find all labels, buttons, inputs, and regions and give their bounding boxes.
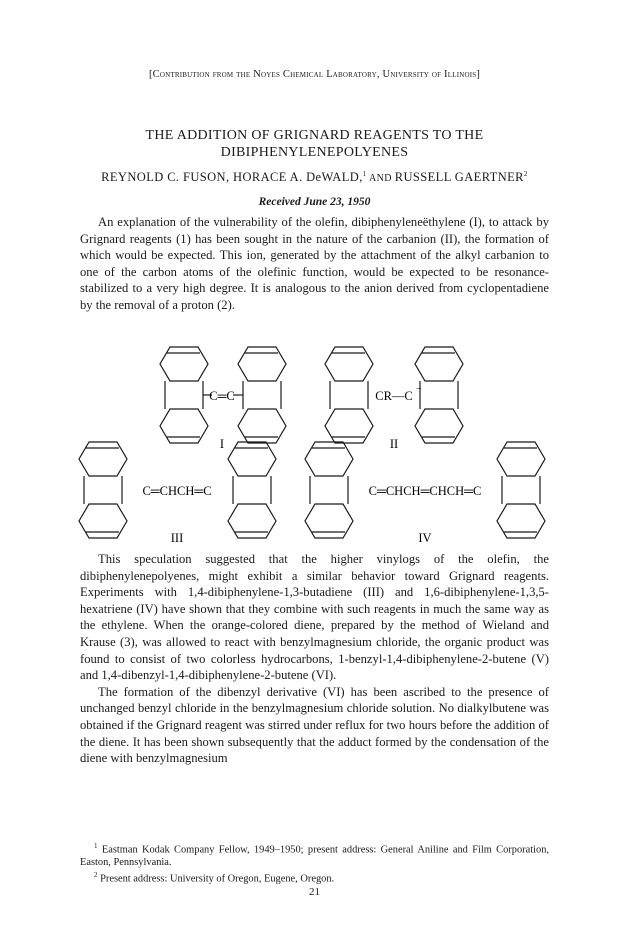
- structure-IV: [305, 442, 545, 545]
- footnote-1-text: Eastman Kodak Company Fellow, 1949–1950; present address: General Aniline and Film Corporation, Easton, Pennsylvania.: [80, 844, 549, 869]
- footnotes: [80, 840, 549, 886]
- intro-paragraph-block: [80, 214, 549, 314]
- footnote-mark-2: 2: [523, 170, 528, 178]
- author-and: AND: [366, 173, 395, 185]
- footnote-2-mark: 2: [94, 871, 98, 880]
- footnote-2-text: Present address: University of Oregon, Eugene, Oregon.: [100, 873, 335, 885]
- footnote-1: [80, 840, 549, 869]
- structure-I-number: I: [219, 437, 225, 451]
- author-group-2: RUSSELL GAERTNER: [394, 170, 524, 185]
- paragraph-1: An explanation of the vulnerability of the olefin, dibiphenyleneëthylene (I), to attack by Grignard reagents (1) has been sought in the nature of the carbanion (II), the formation of which would be expected. This ion, generated by the attachment of the alkyl carbanion to one of the carbon atoms of the olefinic function, would be expected to be resonance-stabilized to a very high degree. It is analogous to the anion derived from cyclopentadiene by the removal of a proton (2).: [80, 215, 549, 312]
- structure-I-left-fluorene: [160, 347, 208, 443]
- structure-IV-right-fluorene: [497, 442, 545, 538]
- structure-I: [160, 347, 286, 451]
- paragraph-2: This speculation suggested that the higher vinylogs of the olefin, the dibiphenylenepolyenes, might exhibit a similar behavior toward Grignard reagents. Experiments with 1,4-dibiphenylene-1,3-butadiene (III) and 1,6-dibiphenylene-1,3,5-hexatriene (IV) have shown that they combine with such reagents in much the same way as the ethylene. When the orange-colored diene, prepared by the method of Wieland and Krause (3), was allowed to react with benzylmagnesium chloride, the organic product was found to consist of two colorless hydrocarbons, 1-benzyl-1,4-dibiphenylene-2-butene (V) and 1,4-dibenzyl-1,4-dibiphenylene-2-butene (VI).: [80, 552, 549, 683]
- structure-II-charge: −: [416, 384, 422, 395]
- structure-III-right-fluorene: [228, 442, 276, 538]
- structure-IV-label: C═CHCH═CHCH═C: [368, 484, 482, 498]
- structure-I-label: C═C: [209, 389, 235, 403]
- structure-I-right-fluorene: [238, 347, 286, 443]
- body-paragraph-block: [80, 551, 549, 767]
- structure-III-left-fluorene: [79, 442, 127, 538]
- author-group-1: REYNOLD C. FUSON, HORACE A. DeWALD,: [101, 170, 363, 185]
- footnote-2: [80, 869, 549, 885]
- structure-II-left-fluorene: [325, 347, 373, 443]
- structure-III-label: C═CHCH═C: [142, 484, 212, 498]
- structure-II-number: II: [389, 437, 399, 451]
- structure-II-right-fluorene: [415, 347, 463, 443]
- structure-III-number: III: [170, 531, 184, 545]
- structure-II-label: CR—C: [375, 389, 413, 403]
- structure-III: [79, 442, 276, 545]
- received-date: Received June 23, 1950: [258, 196, 371, 208]
- structure-IV-number: IV: [418, 531, 432, 545]
- footnote-mark-1: 1: [362, 170, 367, 178]
- institution-header: [Contribution from the Noyes Chemical Laboratory, University of Illinois]: [148, 69, 481, 80]
- structure-formulas: [0, 330, 629, 545]
- article-title: THE ADDITION OF GRIGNARD REAGENTS TO THE DIBIPHENYLENEPOLYENES: [145, 128, 484, 160]
- structure-IV-left-fluorene: [305, 442, 353, 538]
- page-number: 21: [309, 886, 320, 898]
- footnote-1-mark: 1: [94, 842, 98, 850]
- author-line: [40, 170, 589, 185]
- structure-II: [325, 347, 463, 451]
- paragraph-3: The formation of the dibenzyl derivative (VI) has been ascribed to the presence of unchanged benzyl chloride in the benzylmagnesium chloride solution. No dialkylbutene was obtained if the Grignard reagent was stirred under reflux for two hours before the addition of the diene. It has been shown subsequently that the adduct formed by the condensation of the diene with benzylmagnesium: [80, 684, 549, 766]
